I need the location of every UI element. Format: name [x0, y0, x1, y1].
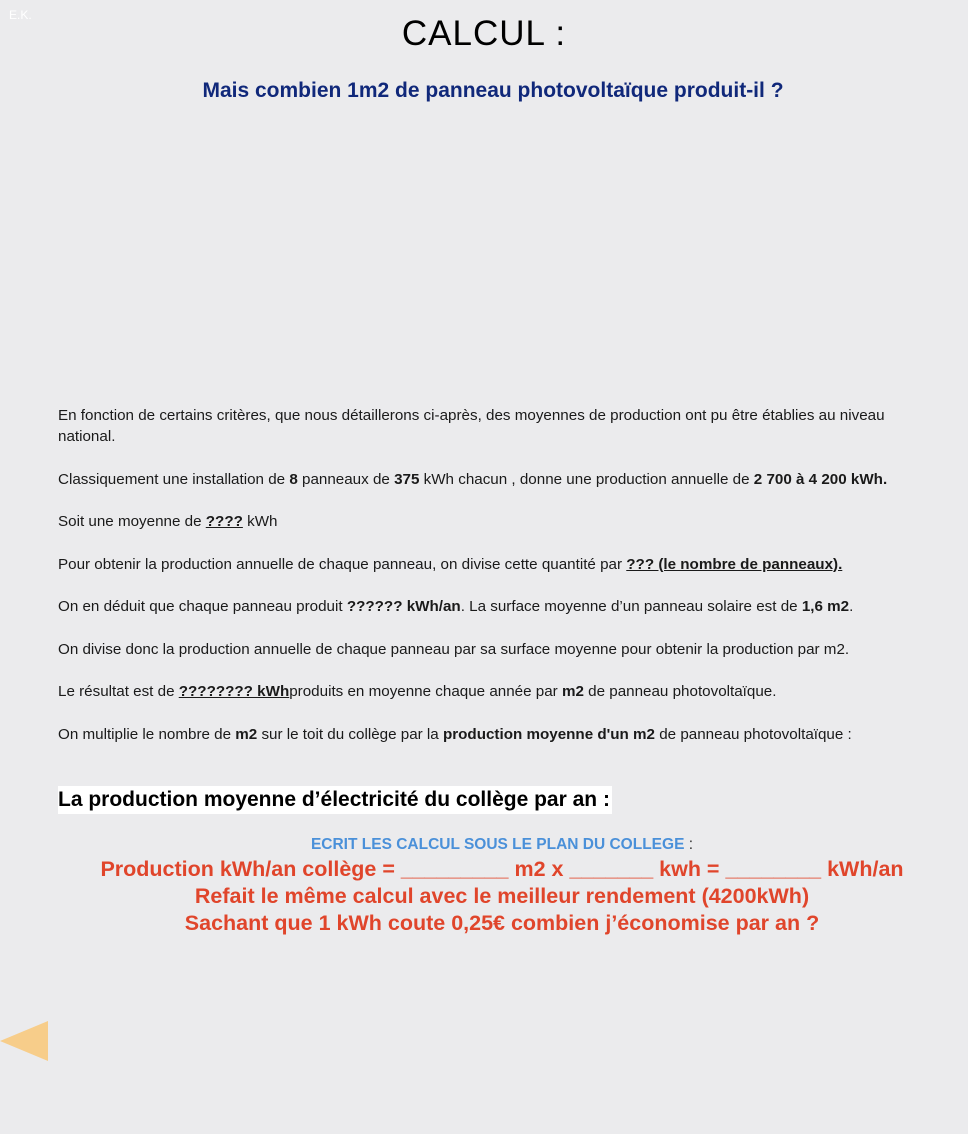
paragraph-8: On multiplie le nombre de m2 sur le toit du collège par la production moyenne d'un m2 de panneau photovoltaïque :	[58, 725, 852, 743]
paragraph-7: Le résultat est de ???????? kWhproduits en moyenne chaque année par m2 de panneau photovoltaïque.	[58, 683, 777, 700]
body-text	[58, 405, 938, 766]
calculation-line-2: Refait le même calcul avec le meilleur rendement (4200kWh)	[194, 884, 810, 908]
calculation-line-1: Production kWh/an collège = _________ m2 x _______ kwh = ________ kWh/an	[100, 857, 904, 881]
paragraph-2: Classiquement une installation de 8 panneaux de 375 kWh chacun , donne une production annuelle de 2 700 à 4 200 kWh.	[58, 470, 888, 488]
paragraph-3: Soit une moyenne de ???? kWh	[58, 513, 278, 530]
paragraph-5: On en déduit que chaque panneau produit ?????? kWh/an. La surface moyenne d’un panneau solaire est de 1,6 m2.	[58, 598, 854, 615]
calculation-line-3: Sachant que 1 kWh coute 0,25€ combien j’économise par an ?	[184, 911, 820, 935]
paragraph-6: On divise donc la production annuelle de chaque panneau par sa surface moyenne pour obtenir la production par m2.	[58, 640, 850, 658]
back-arrow-icon[interactable]	[0, 1021, 48, 1061]
paragraph-4: Pour obtenir la production annuelle de chaque panneau, on divise cette quantité par ??? (le nombre de panneaux).	[58, 555, 843, 573]
author-initials: E.K.	[9, 8, 32, 22]
page-subtitle: Mais combien 1m2 de panneau photovoltaïque produit-il ?	[202, 79, 784, 102]
instruction-line: ECRIT LES CALCUL SOUS LE PLAN DU COLLEGE :	[310, 836, 694, 853]
section-heading: La production moyenne d’électricité du collège par an :	[58, 786, 612, 814]
paragraph-1: En fonction de certains critères, que nous détaillerons ci-après, des moyennes de production ont pu être établies au niveau national.	[58, 407, 885, 445]
page-title: CALCUL :	[401, 14, 567, 53]
